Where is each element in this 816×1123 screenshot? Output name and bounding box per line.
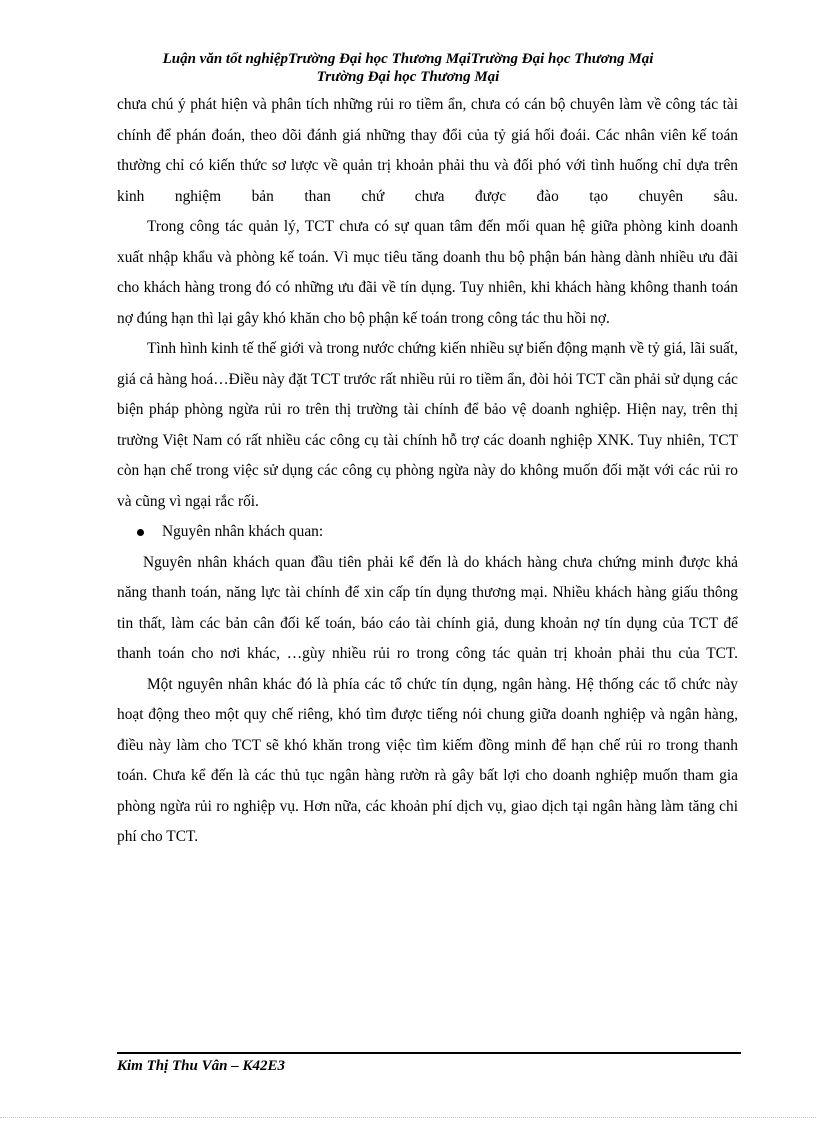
paragraph-2: Trong công tác quản lý, TCT chưa có sự quan tâm đến mối quan hệ giữa phòng kinh doanh xuất nhập khẩu và phòng kế toán. Vì mục tiêu tăng doanh thu bộ phận bán hàng dành nhiều ưu đãi cho khách hàng trong đó có những ưu đãi về tín dụng. Tuy nhiên, khi khách hàng không thanh toán nợ đúng hạn thì lại gây khó khăn cho bộ phận kế toán trong công tác thu hồi nợ.: [117, 218, 738, 327]
page-header: [100, 50, 716, 86]
body-text: [117, 90, 738, 853]
paragraph-4: Nguyên nhân khách quan đầu tiên phải kể đến là do khách hàng chưa chứng minh được khả năng thanh toán, năng lực tài chính để xin cấp tín dụng thương mại. Nhiều khách hàng giấu thông tin thất, làm các bản cân đối kế toán, báo cáo tài chính giả, dung khoản nợ tín dụng của TCT để thanh toán cho nơi khác, …gùy nhiều rủi ro trong công tác quản trị khoản phải thu của TCT.: [117, 553, 738, 662]
page-bottom-edge: [0, 1117, 816, 1118]
bullet-icon: [137, 529, 144, 536]
footer-divider: [117, 1052, 741, 1054]
footer-author: Kim Thị Thu Vân – K42E3: [117, 1058, 285, 1074]
paragraph-1: chưa chú ý phát hiện và phân tích những rủi ro tiềm ẩn, chưa có cán bộ chuyên làm về công tác tài chính để phán đoán, theo dõi đánh giá những thay đổi của tỷ giá hối đoái. Các nhân viên kế toán thường chỉ có kiến thức sơ lược về quản trị khoản phải thu và đối phó với tình huống chỉ dựa trên kinh nghiệm bản than chứ chưa được đào tạo chuyên sâu.: [117, 96, 738, 205]
header-line-1: Luận văn tốt nghiệpTrường Đại học Thương MạiTrường Đại học Thương Mại: [162, 51, 654, 67]
bullet-item: [117, 517, 738, 548]
paragraph-3: Tình hình kinh tế thế giới và trong nước chứng kiến nhiều sự biến động mạnh về tỷ giá, lãi suất, giá cả hàng hoá…Điều này đặt TCT trước rất nhiều rủi ro tiềm ẩn, đòi hỏi TCT cần phải sử dụng các biện pháp phòng ngừa rủi ro trên thị trường tài chính để bảo vệ doanh nghiệp. Hiện nay, trên thị trường Việt Nam có rất nhiều các công cụ tài chính hỗ trợ các doanh nghiệp XNK. Tuy nhiên, TCT còn hạn chế trong việc sử dụng các công cụ phòng ngừa này do không muốn đối mặt với các rủi ro và cũng vì ngại rắc rối.: [117, 340, 738, 510]
paragraph-5: Một nguyên nhân khác đó là phía các tổ chức tín dụng, ngân hàng. Hệ thống các tổ chức này hoạt động theo một quy chế riêng, khó tìm được tiếng nói chung giữa doanh nghiệp và ngân hàng, điều này làm cho TCT sẽ khó khăn trong việc tìm kiếm đồng minh để hạn chế rủi ro trong thanh toán. Chưa kể đến là các thủ tục ngân hàng rườn rà gây bất lợi cho doanh nghiệp muốn tham gia phòng ngừa rủi ro nghiệp vụ. Hơn nữa, các khoản phí dịch vụ, giao dịch tại ngân hàng làm tăng chi phí cho TCT.: [117, 675, 738, 845]
header-line-2: Trường Đại học Thương Mại: [316, 69, 500, 85]
bullet-text: Nguyên nhân khách quan:: [162, 523, 324, 540]
